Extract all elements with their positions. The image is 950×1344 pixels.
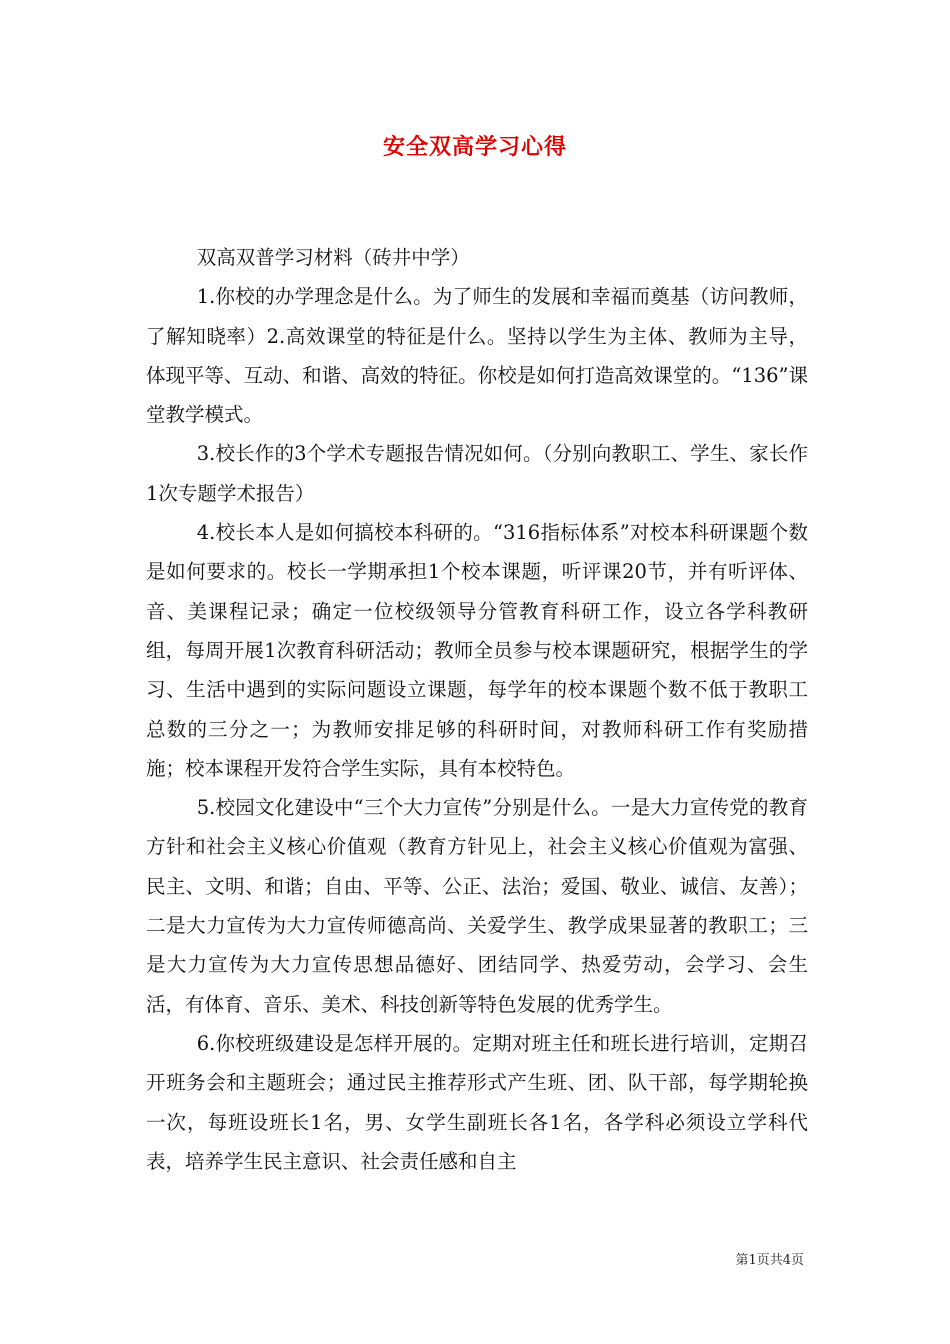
- paragraph-1: 1.你校的办学理念是什么。为了师生的发展和幸福而奠基（访问教师，了解知晓率）2.高效课堂的特征是什么。坚持以学生为主体、教师为主导，体现平等、互动、和谐、高效的特征。你校是如何打造高效课堂的。“136”课堂教学模式。: [146, 285, 808, 427]
- paragraph-4: 4.校长本人是如何搞校本科研的。“316指标体系”对校本科研课题个数是如何要求的。校长一学期承担1个校本课题，听评课20节，并有听评体、音、美课程记录；确定一位校级领导分管教育科研工作，设立各学科教研组，每周开展1次教育科研活动；教师全员参与校本课题研究，根据学生的学习、生活中遇到的实际问题设立课题，每学年的校本课题个数不低于教职工总数的三分之一；为教师安排足够的科研时间，对教师科研工作有奖励措施；校本课程开发符合学生实际，具有本校特色。: [146, 521, 808, 780]
- paragraph-3: 3.校长作的3个学术专题报告情况如何。（分别向教职工、学生、家长作1次专题学术报告）: [146, 442, 808, 505]
- document-body: [146, 238, 808, 1181]
- paragraph-heading: 双高双普学习材料（砖井中学）: [196, 246, 470, 269]
- page-number: 第1页共4页: [735, 1253, 804, 1268]
- document-title: 安全双高学习心得: [382, 134, 567, 160]
- paragraph-5: 5.校园文化建设中“三个大力宣传”分别是什么。一是大力宣传党的教育方针和社会主义核心价值观（教育方针见上，社会主义核心价值观为富强、民主、文明、和谐；自由、平等、公正、法治；爱国、敬业、诚信、友善）；二是大力宣传为大力宣传师德高尚、关爱学生、教学成果显著的教职工；三是大力宣传为大力宣传思想品德好、团结同学、热爱劳动，会学习、会生活，有体育、音乐、美术、科技创新等特色发展的优秀学生。: [146, 796, 808, 1016]
- paragraph-6: 6.你校班级建设是怎样开展的。定期对班主任和班长进行培训，定期召开班务会和主题班会；通过民主推荐形式产生班、团、队干部，每学期轮换一次，每班设班长1名，男、女学生副班长各1名，各学科必须设立学科代表，培养学生民主意识、社会责任感和自主: [146, 1031, 808, 1173]
